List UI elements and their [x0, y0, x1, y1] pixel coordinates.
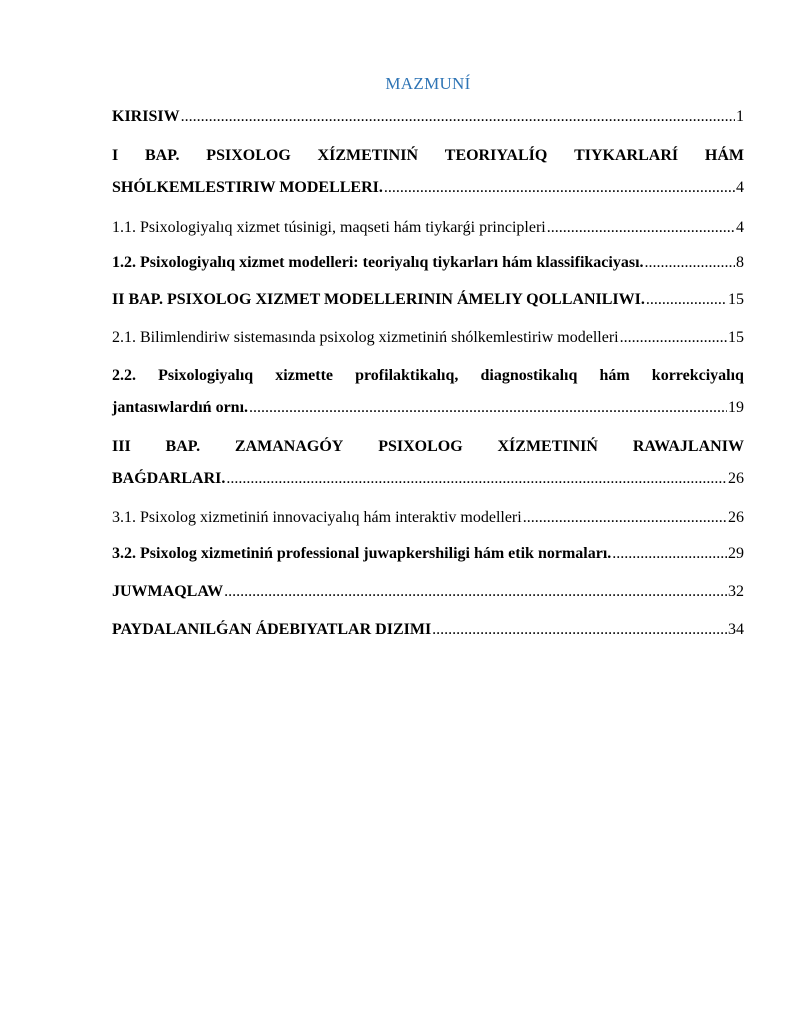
- toc-entry-text: PAYDALANILǴAN ÁDEBIYATLAR DIZIMI: [112, 621, 432, 638]
- toc-entry-first-line: [112, 433, 744, 461]
- toc-page-number: 1: [736, 108, 744, 125]
- toc-entry-section-1-1: [112, 214, 744, 242]
- toc-page-number: 26: [728, 470, 744, 487]
- toc-leader-dots: [384, 174, 735, 202]
- toc-entry-section-2-1: [112, 324, 744, 352]
- toc-word: BAP.: [165, 438, 201, 455]
- toc-word: III: [112, 438, 131, 455]
- toc-word: TIYKARLARÍ: [574, 147, 679, 164]
- toc-entry-section-3-1: [112, 504, 744, 532]
- toc-word: PSIXOLOG: [206, 147, 291, 164]
- toc-leader-dots: [646, 286, 727, 314]
- toc-entry-chapter-1: [112, 142, 744, 202]
- toc-entry-bibliography: [112, 616, 744, 644]
- toc-page-number: 29: [728, 545, 744, 562]
- toc-entry-chapter-2: [112, 286, 744, 314]
- toc-word: ZAMANAGÓY: [234, 438, 344, 455]
- toc-word: XÍZMETINIŃ: [317, 147, 418, 164]
- toc-leader-dots: [612, 540, 727, 568]
- toc-page-number: 19: [728, 399, 744, 416]
- toc-entry-chapter-3: [112, 433, 744, 493]
- toc-page-number: 15: [728, 329, 744, 346]
- toc-leader-dots: [523, 504, 727, 532]
- toc-entry-conclusion: [112, 578, 744, 606]
- toc-word: 2.2.: [112, 367, 136, 384]
- toc-entry-text: 1.2. Psixologiyalıq xizmet modelleri: teoriyalıq tiykarları hám klassifikaciyası.: [112, 254, 644, 271]
- toc-entry-text: jantasıwlardıń ornı.: [112, 399, 249, 416]
- toc-entry-text: KIRISIW: [112, 108, 180, 125]
- toc-word: korrekciyalıq: [651, 367, 744, 384]
- toc-leader-dots: [620, 324, 727, 352]
- toc-entry-first-line: [112, 362, 744, 390]
- toc-leader-dots: [432, 616, 727, 644]
- toc-word: HÁM: [704, 147, 744, 164]
- toc-word: profilaktikalıq,: [355, 367, 459, 384]
- toc-entry-first-line: [112, 142, 744, 170]
- toc-leader-dots: [181, 103, 735, 131]
- toc-leader-dots: [645, 249, 735, 277]
- toc-entry-text: BAǴDARLARI.: [112, 470, 226, 487]
- toc-page-number: 4: [736, 219, 744, 236]
- toc-page-number: 4: [736, 179, 744, 196]
- toc-entry-text: JUWMAQLAW: [112, 583, 224, 600]
- toc-entry-section-2-2: [112, 362, 744, 422]
- toc-word: XÍZMETINIŃ: [497, 438, 598, 455]
- toc-entry-section-3-2: [112, 540, 744, 568]
- toc-word: I: [112, 147, 119, 164]
- toc-entry-text: 3.2. Psixolog xizmetiniń professional juwapkershiligi hám etik normaları.: [112, 545, 612, 562]
- toc-leader-dots: [226, 465, 727, 493]
- toc-entry-section-1-2: [112, 249, 744, 277]
- toc-entry-introduction: [112, 103, 744, 131]
- toc-title: MAZMUNÍ: [385, 74, 471, 93]
- toc-word: Psixologiyalıq: [158, 367, 254, 384]
- toc-word: diagnostikalıq: [480, 367, 578, 384]
- toc-leader-dots: [249, 394, 727, 422]
- toc-word: hám: [599, 367, 630, 384]
- toc-word: RAWAJLANIW: [632, 438, 744, 455]
- toc-entry-text: 2.1. Bilimlendiriw sistemasında psixolog xizmetiniń shólkemlestiriw modelleri: [112, 329, 619, 346]
- toc-page-number: 8: [736, 254, 744, 271]
- toc-entry-text: II BAP. PSIXOLOG XIZMET MODELLERININ ÁMELIY QOLLANILIWI.: [112, 291, 645, 308]
- toc-word: TEORIYALÍQ: [444, 147, 548, 164]
- toc-page-number: 15: [728, 291, 744, 308]
- toc-entry-text: SHÓLKEMLESTIRIW MODELLERI.: [112, 179, 383, 196]
- toc-page-number: 34: [728, 621, 744, 638]
- toc-leader-dots: [224, 578, 727, 606]
- toc-page-number: 26: [728, 509, 744, 526]
- toc-word: xizmette: [275, 367, 334, 384]
- toc-page-number: 32: [728, 583, 744, 600]
- toc-word: PSIXOLOG: [378, 438, 463, 455]
- toc-entry-text: 3.1. Psixolog xizmetiniń innovaciyalıq hám interaktiv modelleri: [112, 509, 522, 526]
- toc-leader-dots: [547, 214, 735, 242]
- toc-word: BAP.: [145, 147, 180, 164]
- toc-entry-text: 1.1. Psixologiyalıq xizmet túsinigi, maqseti hám tiykarǵi principleri: [112, 219, 546, 236]
